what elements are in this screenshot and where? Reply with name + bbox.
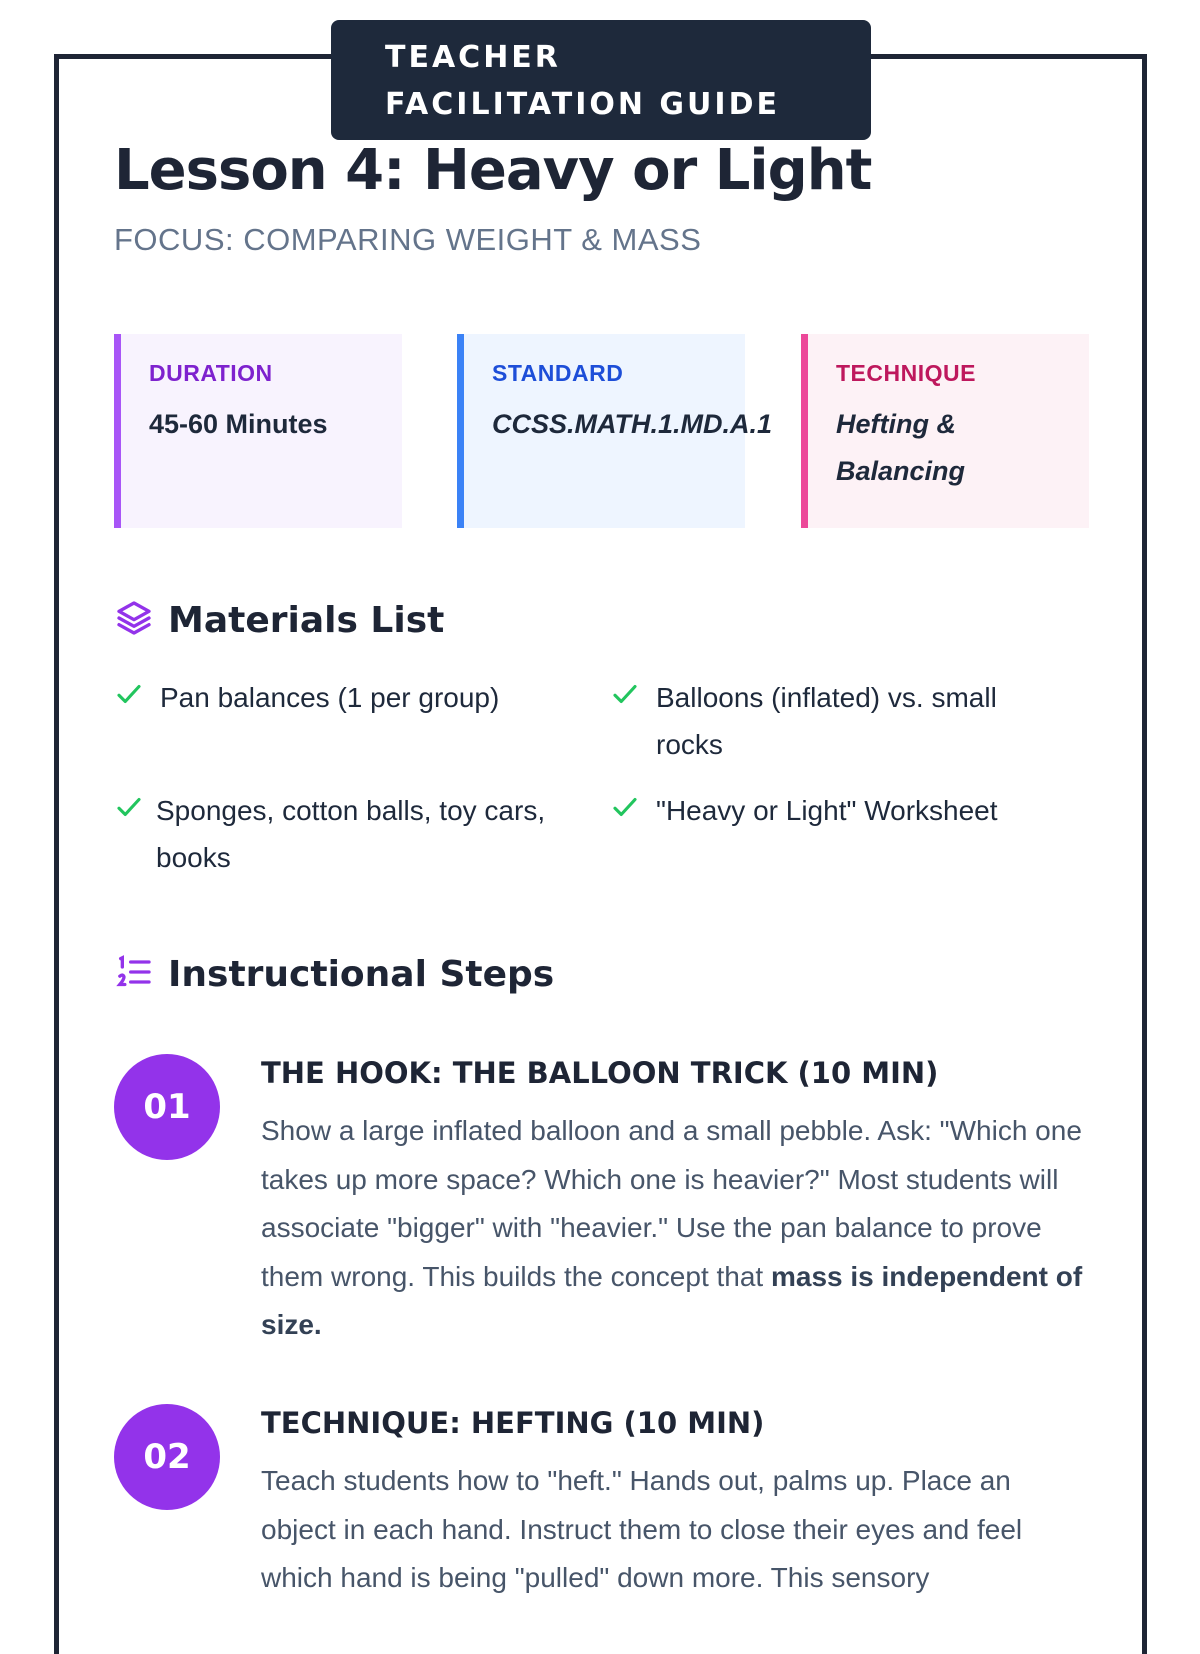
step-body (261, 1457, 1091, 1603)
info-card-technique (801, 334, 1089, 528)
info-card-value: CCSS.MATH.1.MD.A.1 (492, 409, 773, 439)
material-text: "Heavy or Light" Worksheet (656, 795, 998, 826)
steps-heading (114, 952, 554, 997)
step-title: TECHNIQUE: HEFTING (10 MIN) (261, 1406, 765, 1440)
materials-heading-text: Materials List (168, 600, 445, 641)
layers-icon (114, 598, 154, 643)
material-text: Balloons (inflated) vs. small rocks (656, 682, 997, 760)
tab-line-2: FACILITATION GUIDE (385, 87, 780, 122)
info-card-label: DURATION (149, 360, 273, 386)
info-card-standard (457, 334, 773, 528)
info-card-duration (114, 334, 402, 528)
materials-heading (114, 598, 444, 643)
check-icon (114, 787, 156, 841)
check-icon (114, 674, 160, 728)
lesson-focus: FOCUS: COMPARING WEIGHT & MASS (114, 222, 702, 257)
material-item (610, 787, 1090, 841)
info-card-value: 45-60 Minutes (149, 409, 328, 439)
material-text: Pan balances (1 per group) (160, 682, 500, 713)
tab-line-1: TEACHER (385, 40, 561, 75)
info-card-label: STANDARD (492, 360, 624, 386)
material-item (114, 787, 584, 881)
step-body (261, 1107, 1091, 1350)
check-icon (610, 674, 656, 728)
info-card-value: Hefting & Balancing (836, 409, 966, 486)
info-card-label: TECHNIQUE (836, 360, 976, 386)
guide-type-tab (331, 20, 871, 140)
material-item (114, 674, 554, 728)
step-body-text: Teach students how to "heft." Hands out, palms up. Place an object in each hand. Instruct them to close their eyes and feel which hand is being "pulled" down more. This sensory (261, 1465, 1023, 1593)
step-number-badge: 02 (114, 1404, 220, 1510)
lesson-title: Lesson 4: Heavy or Light (114, 138, 872, 203)
step-body-text: Show a large inflated balloon and a small pebble. Ask: "Which one takes up more space? Which one is heavier?" Most students will associate "bigger" with "heavier." Use the pan balance to prove them wrong. This builds the concept that (261, 1115, 1082, 1292)
material-text: Sponges, cotton balls, toy cars, books (156, 795, 546, 873)
step-body-emphasis: mass is independent of size. (261, 1260, 1083, 1340)
steps-heading-text: Instructional Steps (168, 954, 555, 995)
material-item (610, 674, 1050, 768)
step-number-badge: 01 (114, 1054, 220, 1160)
numbered-list-icon (114, 952, 154, 997)
check-icon (610, 787, 656, 841)
step-title: THE HOOK: THE BALLOON TRICK (10 MIN) (261, 1056, 939, 1090)
